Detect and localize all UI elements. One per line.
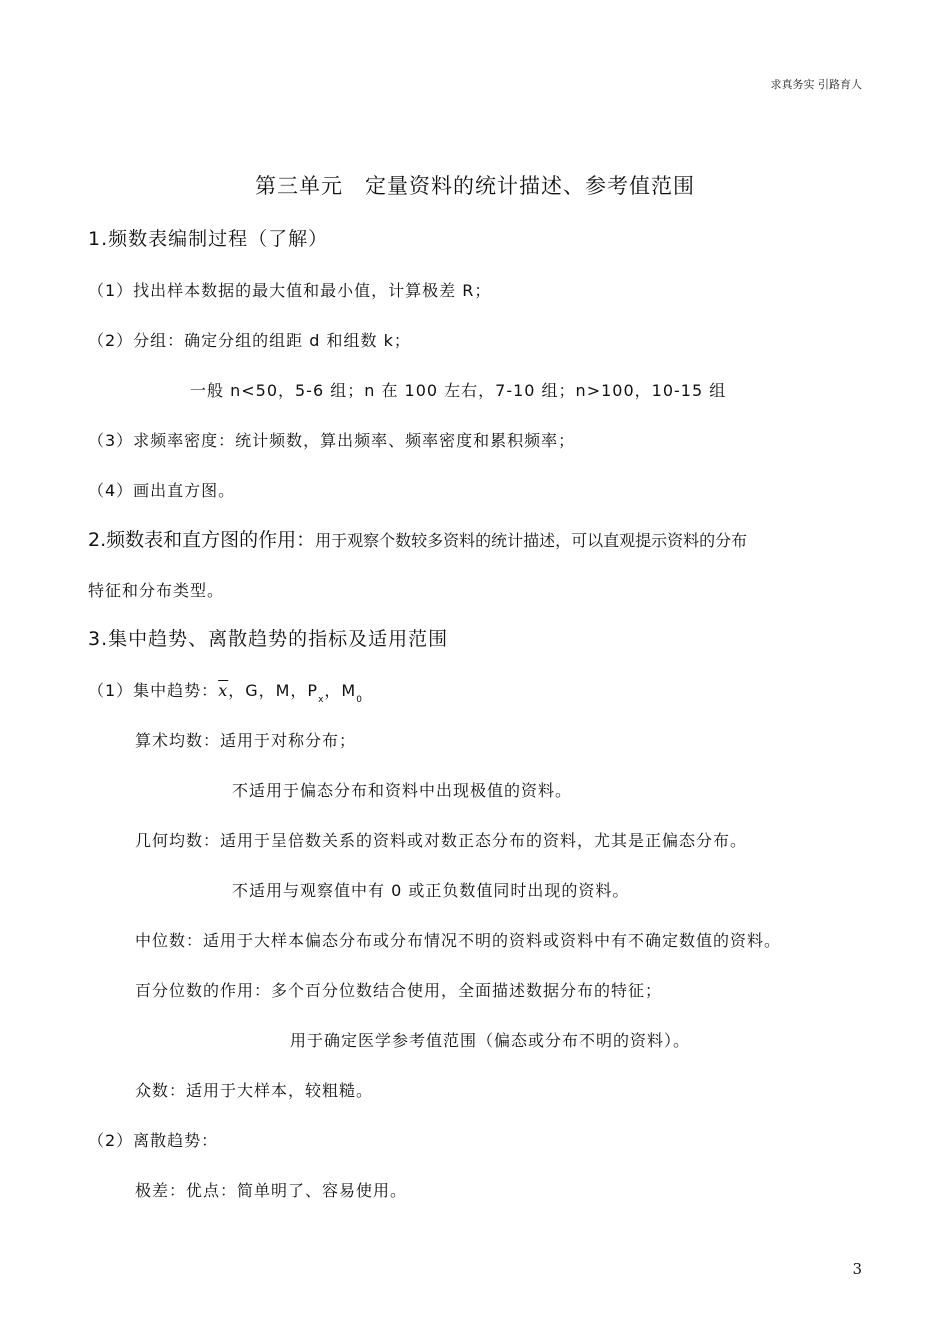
step-3: （3）求频率密度：统计频数，算出频率、频率密度和累积频率； <box>88 431 576 450</box>
median-line: 中位数：适用于大样本偏态分布或分布情况不明的资料或资料中有不确定数值的资料。 <box>135 931 782 950</box>
percentile-2: 用于确定医学参考值范围（偏态或分布不明的资料）。 <box>290 1031 691 1050</box>
geo-mean-2: 不适用与观察值中有 0 或正负数值同时出现的资料。 <box>232 881 630 900</box>
step-2: （2）分组：确定分组的组距 d 和组数 k； <box>88 331 411 350</box>
range-line: 极差：优点：简单明了、容易使用。 <box>135 1181 408 1200</box>
section-2-line <box>88 525 747 552</box>
mean-symbol: $\overline{x}$ <box>218 681 229 700</box>
step-2-note: 一般 n<50，5-6 组；n 在 100 左右，7-10 组；n>100，10-15 组 <box>190 381 727 400</box>
central-symbols-2: ，M <box>324 681 357 700</box>
arith-mean-2: 不适用于偏态分布和资料中出现极值的资料。 <box>232 781 573 800</box>
dispersion-label: （2）离散趋势： <box>88 1131 219 1150</box>
percentile-1: 百分位数的作用：多个百分位数结合使用，全面描述数据分布的特征； <box>135 981 663 1000</box>
central-symbols-1: ，G，M，P <box>228 681 319 700</box>
mode-line: 众数：适用于大样本，较粗糙。 <box>135 1081 374 1100</box>
mode-subscript: 0 <box>356 695 363 705</box>
section-2-continuation: 特征和分布类型。 <box>88 581 225 600</box>
central-tendency-label: （1）集中趋势： <box>88 681 219 700</box>
section-3-heading: 3.集中趋势、离散趋势的指标及适用范围 <box>88 628 449 650</box>
arith-mean-1: 算术均数：适用于对称分布； <box>135 731 357 750</box>
percentile-subscript: x <box>318 695 325 705</box>
step-1: （1）找出样本数据的最大值和最小值，计算极差 R； <box>88 281 492 300</box>
page-title: 第三单元 定量资料的统计描述、参考值范围 <box>255 174 695 198</box>
section-2-lead: 2.频数表和直方图的作用： <box>88 529 316 551</box>
central-tendency-line <box>88 678 363 705</box>
step-4: （4）画出直方图。 <box>88 481 236 500</box>
geo-mean-1: 几何均数：适用于呈倍数关系的资料或对数正态分布的资料，尤其是正偏态分布。 <box>135 831 748 850</box>
section-2-text: 用于观察个数较多资料的统计描述，可以直观提示资料的分布 <box>315 531 748 550</box>
page-number: 3 <box>852 1260 862 1278</box>
section-1-heading: 1.频数表编制过程（了解） <box>88 228 329 250</box>
header-slogan: 求真务实 引路育人 <box>770 78 862 91</box>
